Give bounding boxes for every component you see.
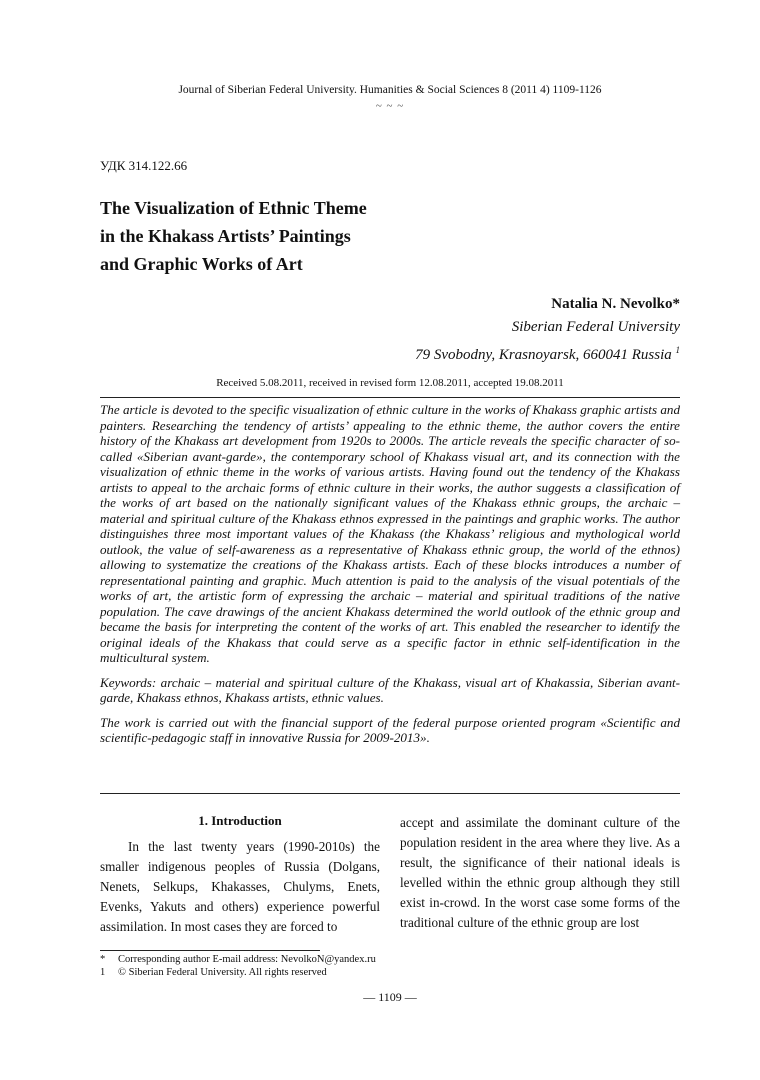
intro-paragraph-continued: accept and assimilate the dominant culture of the population resident in the area where they live. As a result, the significance of their national ideals is levelled within the ethnic group although they still exist in-crowd. In the worst case some forms of the traditional culture of the ethnic group are lost [400,815,680,930]
footnote-mark: * [100,954,106,965]
footnote-text: © Siberian Federal University. All rights reserved [118,967,327,978]
author-block [415,293,680,367]
keywords: Keywords: archaic – material and spiritual culture of the Khakass, visual art of Khakassia, Siberian avant-garde, Khakass ethnos, Khakass artists, ethnic values. [100,674,680,705]
title-line: The Visualization of Ethnic Theme [100,198,367,218]
page-number: — 1109 — [363,990,417,1004]
left-column [100,813,380,937]
abstract-block [100,402,680,755]
udk-code: УДК 314.122.66 [100,158,188,173]
article-title [100,194,440,278]
address-footnote-mark: 1 [675,345,680,355]
title-line: and Graphic Works of Art [100,254,303,274]
footnotes [100,953,500,979]
footnote [100,953,500,966]
received-dates: Received 5.08.2011, received in revised form 12.08.2011, accepted 19.08.2011 [216,377,564,389]
funding-note: The work is carried out with the financial support of the federal purpose oriented program «Scientific and scientific-pedagogic staff in innovative Russia for 2009-2013». [100,714,680,745]
abstract-text: The article is devoted to the specific visualization of ethnic culture in the works of Khakass graphic artists and painters. Researching the tendency of artists’ appealing to the ethnic theme, the author covers the entire history of the Khakass art development from 1920s to 2000s. The article reveals the specific character of so-called «Siberian avant-garde», the contemporary school of Khakass visual art, and its connection with the visualization of ethnic theme in the works of various artists. Having found out the tendency of the Khakass artists to appeal to the archaic forms of ethnic culture in their works, the author suggests a classification of the works of art based on the nationally significant values of the Khakass ethnic groups, the archaic – material and spiritual culture of the Khakass ethnos expressed in the paintings and graphic works. The author distinguishes three most important values of the Khakass (the Khakass’ religious and mythological world outlook, the value of self-awareness as a representative of Khakass ethnic group, the world of the ethnos) allowing to systematize the creations of the Khakass artists. Each of these blocks introduces a number of representational painting and graphic. Much attention is paid to the analysis of the visual potentials of the works of art, the artistic form of expressing the archaic – material and spiritual traditions of the native population. The cave drawings of the ancient Khakass determined the world outlook of the ethnic group and became the basis for interpreting the content of the works of art. This enabled the researcher to identify the original ideals of the Khakass that could serve as a specific factor in ethnic self-identification in the multicultural system. [100,402,680,665]
author-address-line [415,339,680,367]
abstract-top-rule [100,397,680,398]
footnote-rule [100,950,320,951]
abstract-bottom-rule [100,793,680,794]
title-line: in the Khakass Artists’ Paintings [100,226,351,246]
intro-paragraph: In the last twenty years (1990-2010s) the smaller indigenous peoples of Russia (Dolgans, Nenets, Selkups, Khakasses, Chulyms, Enets, Evenks, Yakuts and others) experience powerful assimilation. In most cases they are forced to [100,839,380,934]
author-affiliation: Siberian Federal University [511,319,680,335]
header-ornament: ~ ~ ~ [375,100,405,112]
footnote-mark: 1 [100,967,106,978]
footnote [100,966,500,979]
right-column [400,813,680,933]
author-address: 79 Svobodny, Krasnoyarsk, 660041 Russia [415,347,672,363]
section-heading: 1. Introduction [198,813,282,828]
author-name: Natalia N. Nevolko* [551,296,680,312]
journal-header: Journal of Siberian Federal University. Humanities & Social Sciences 8 (2011 4) 1109-1126 [178,84,602,96]
footnote-text: Corresponding author E-mail address: NevolkoN@yandex.ru [118,954,376,965]
